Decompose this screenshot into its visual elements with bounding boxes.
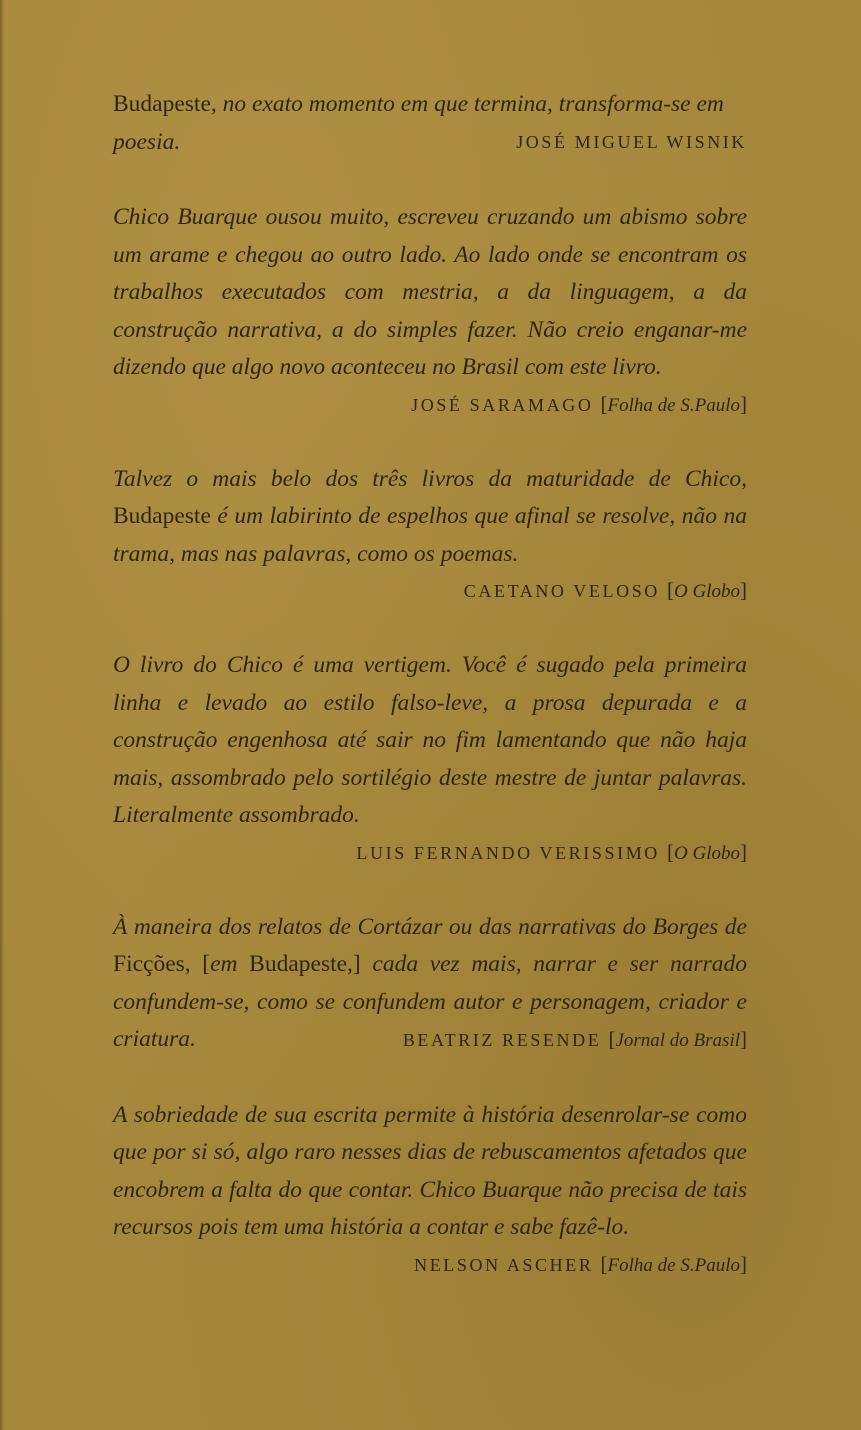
quote-part: Budapeste <box>113 503 218 529</box>
author-name: NELSON ASCHER <box>414 1254 594 1275</box>
blurb-attribution: CAETANO VELOSO [O Globo] <box>463 578 747 602</box>
author-name: LUIS FERNANDO VERISSIMO <box>356 842 660 863</box>
quote-part: Budapeste, <box>113 91 223 117</box>
quote-part: Ficções, [ <box>113 951 211 977</box>
source-name: O Globo <box>674 842 740 864</box>
blurb-caetano <box>113 461 747 610</box>
quote-part: cada vez mais, narrar e ser narrado confundem-se, como se confundem autor e personagem, criador e criatura. <box>113 951 747 1052</box>
quote-part: Budapeste,] <box>249 951 373 977</box>
blurb-quote <box>113 461 747 574</box>
blurb-attribution: BEATRIZ RESENDE [Jornal do Brasil] <box>402 1027 747 1051</box>
blurbs-column <box>113 86 747 1321</box>
quote-part: em <box>210 951 250 977</box>
blurb-ascher <box>113 1097 747 1283</box>
blurb-saramago <box>113 199 747 423</box>
blurb-quote: A sobriedade de sua escrita permite à história desenrolar-se como que por si só, algo raro nesses dias de rebuscamentos afetados que encobrem a falta do que contar. Chico Buarque não precisa de tais recursos pois tem uma história a contar e sabe fazê-lo. <box>113 1101 747 1240</box>
quote-part: Talvez o mais belo dos três livros da maturidade de Chico, <box>113 465 747 492</box>
quote-part: À maneira dos relatos de Cortázar ou das narrativas do Borges de <box>113 913 747 940</box>
blurb-quote: O livro do Chico é uma vertigem. Você é sugado pela primeira linha e levado ao estilo falso-leve, a prosa depurada e a construção engenhosa até sair no fim lamentando que não haja mais, assombrado pelo sortilégio deste mestre de juntar palavras. Literalmente assombrado. <box>113 652 747 828</box>
author-name: JOSÉ SARAMAGO <box>411 394 594 415</box>
author-name: JOSÉ MIGUEL WISNIK <box>516 131 747 152</box>
blurb-attribution: JOSÉ SARAMAGO [Folha de S.Paulo] <box>411 391 747 416</box>
author-name: CAETANO VELOSO <box>463 581 660 601</box>
blurb-attribution <box>516 124 747 162</box>
blurb-resende <box>113 909 747 1059</box>
quote-part: é um labirinto de espelhos que afinal se resolve, não na trama, mas nas palavras, como os poemas. <box>113 503 748 567</box>
blurb-quote <box>113 86 747 161</box>
blurb-wisnik <box>113 86 747 161</box>
author-name: BEATRIZ RESENDE <box>402 1030 602 1050</box>
blurb-verissimo <box>113 647 747 871</box>
blurb-attribution: NELSON ASCHER [Folha de S.Paulo] <box>414 1251 747 1276</box>
quote-part: no exato momento em que termina, transforma-se em poesia. <box>113 91 724 155</box>
blurb-quote <box>113 909 747 1059</box>
source-name: O Globo <box>674 581 740 602</box>
source-name: Jornal do Brasil <box>615 1030 740 1051</box>
blurb-attribution: LUIS FERNANDO VERISSIMO [O Globo] <box>356 839 747 864</box>
spine-edge <box>0 0 4 1430</box>
source-name: Folha de S.Paulo <box>607 394 740 416</box>
source-name: Folha de S.Paulo <box>607 1254 740 1276</box>
blurb-quote: Chico Buarque ousou muito, escreveu cruzando um abismo sobre um arame e chegou ao outro lado. Ao lado onde se encontram os trabalhos executados com mestria, a da linguagem, a da construção narrativa, a do simples fazer. Não creio enganar-me dizendo que algo novo aconteceu no Brasil com este livro. <box>113 204 747 380</box>
